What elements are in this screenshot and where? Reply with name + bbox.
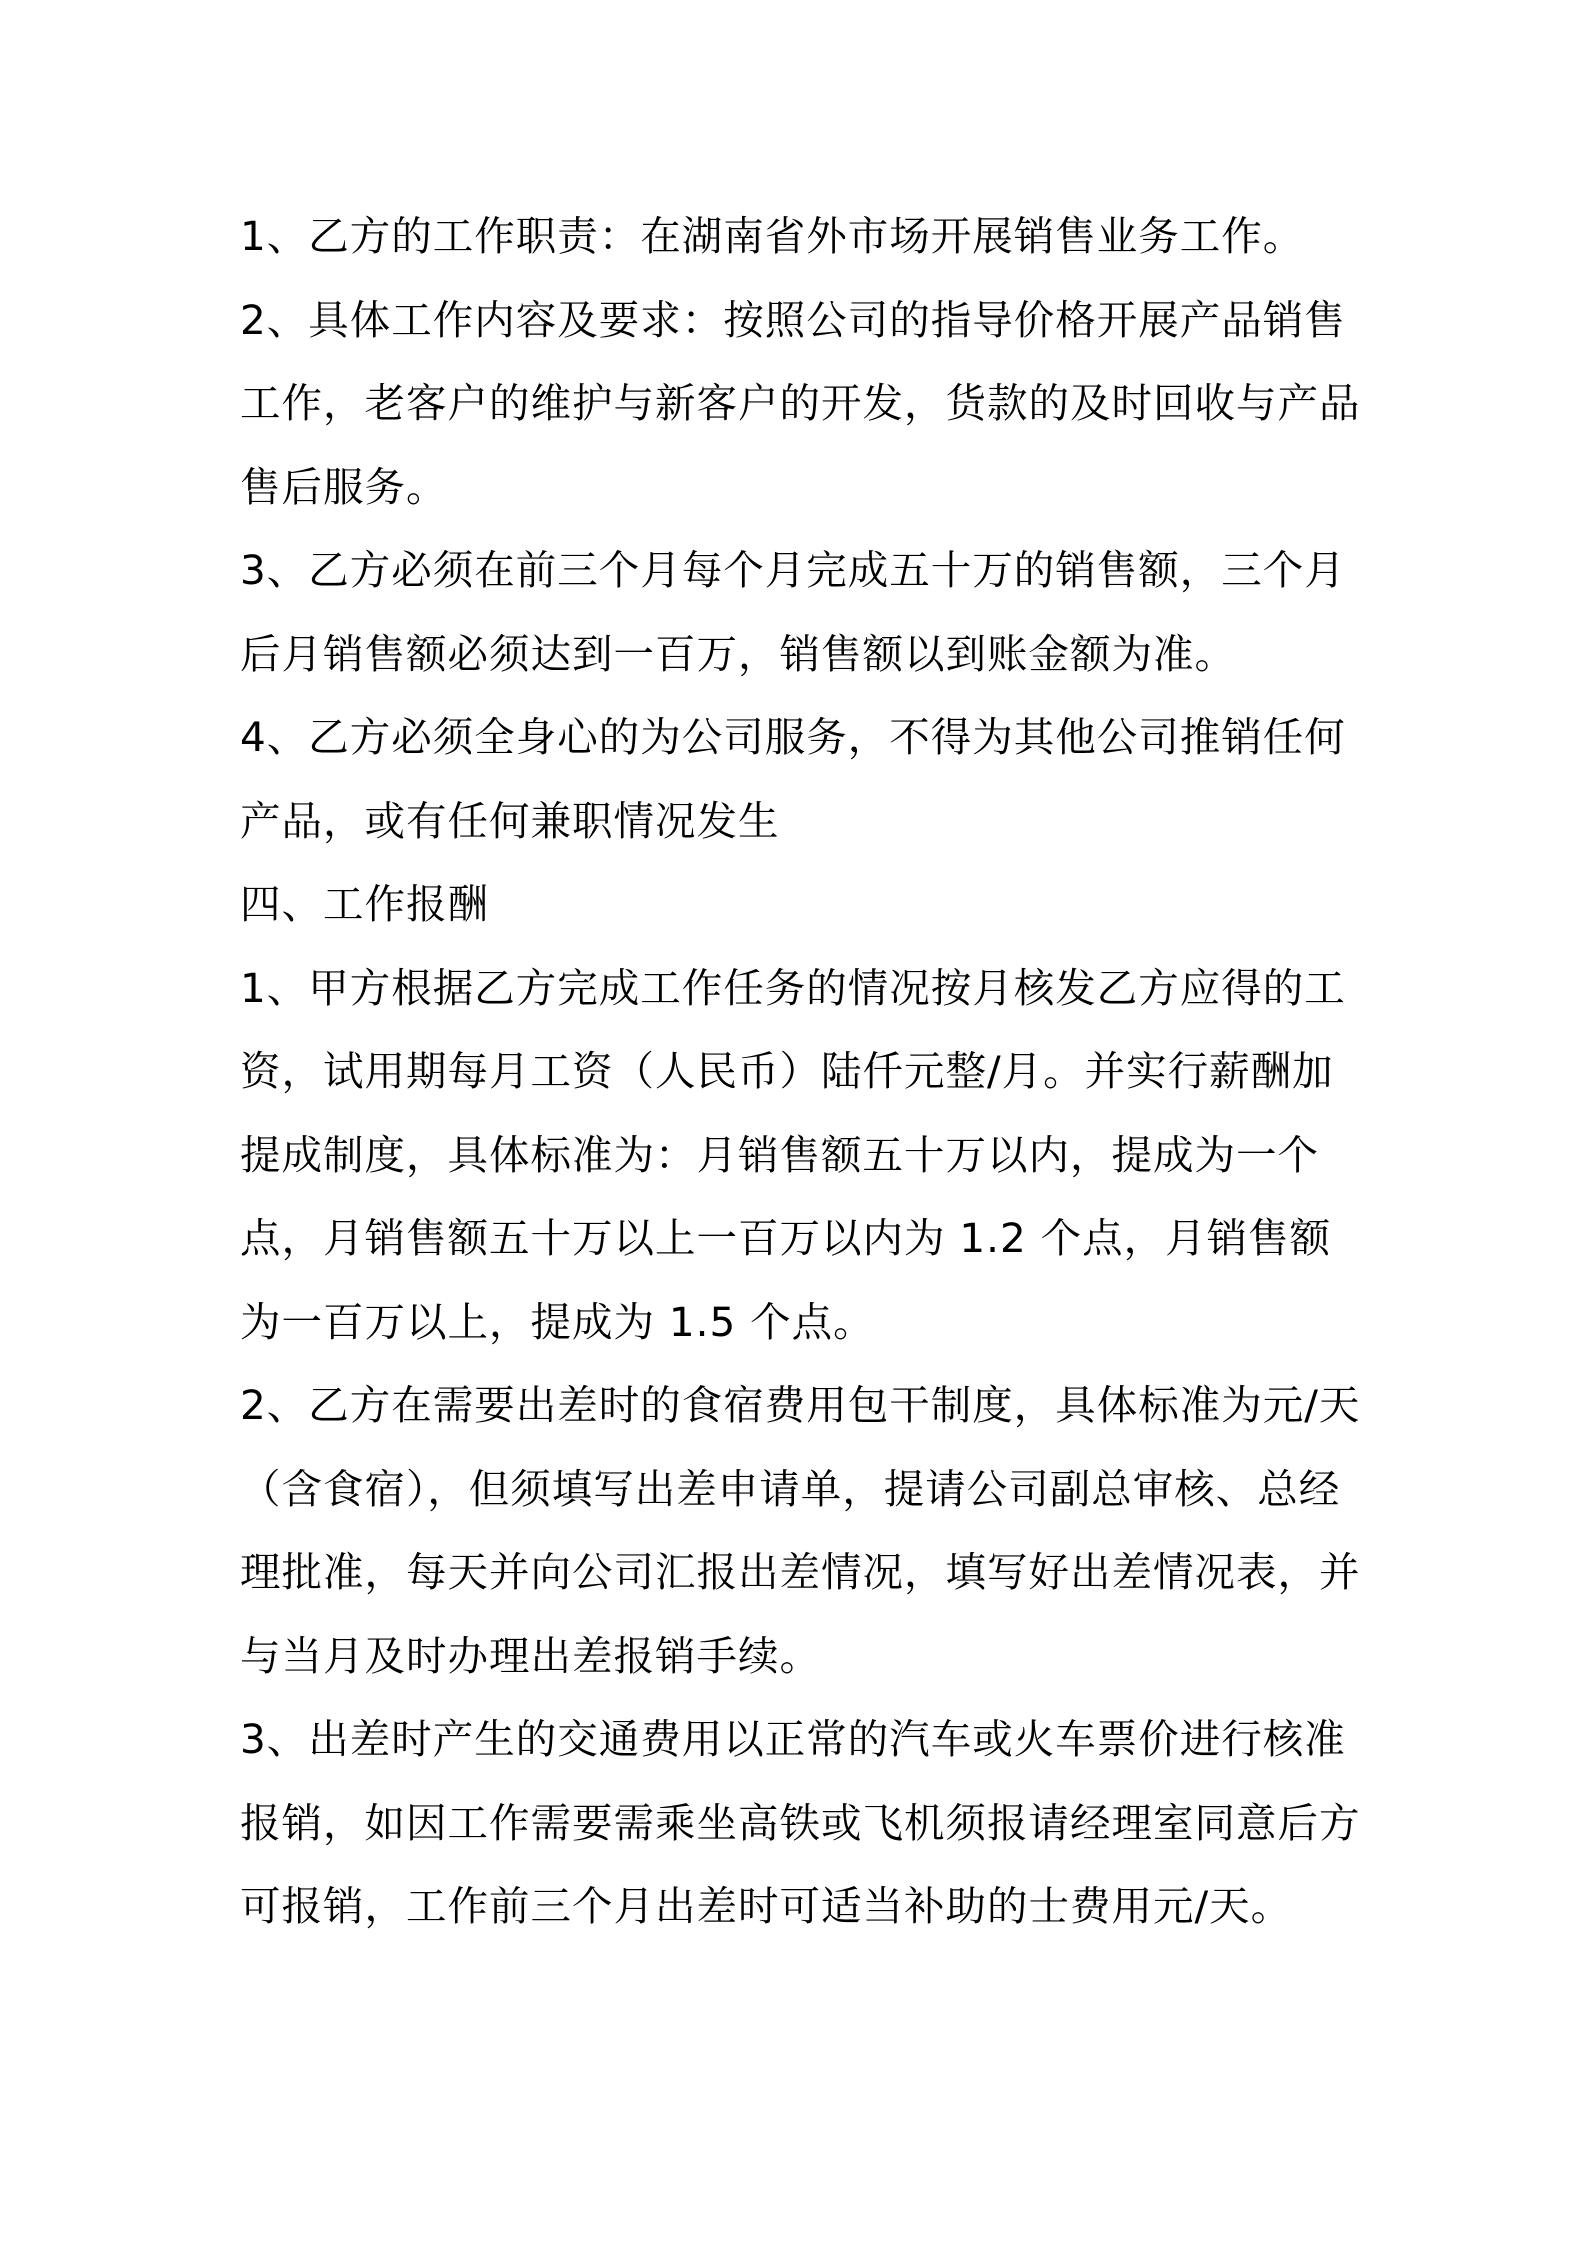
- clause-salary: 1、甲方根据乙方完成工作任务的情况按月核发乙方应得的工资，试用期每月工资（人民币）陆仟元整/月。并实行薪酬加提成制度，具体标准为：月销售额五十万以内，提成为一个点，月销售额五十万以上一百万以内为 1.2 个点，月销售额为一百万以上，提成为 1.5 个点。: [240, 963, 1346, 1346]
- clause-work-content: 2、具体工作内容及要求：按照公司的指导价格开展产品销售工作，老客户的维护与新客户的开发，货款的及时回收与产品售后服务。: [240, 295, 1361, 511]
- clause-travel-allowance: 2、乙方在需要出差时的食宿费用包干制度，具体标准为元/天（含食宿），但须填写出差申请单，提请公司副总审核、总经理批准，每天并向公司汇报出差情况，填写好出差情况表，并与当月及时办理出差报销手续。: [240, 1381, 1361, 1680]
- clause-transport-reimbursement: 3、出差时产生的交通费用以正常的汽车或火车票价进行核准报销，如因工作需要需乘坐高铁或飞机须报请经理室同意后方可报销，工作前三个月出差时可适当补助的士费用元/天。: [240, 1715, 1361, 1930]
- clause-exclusivity: 4、乙方必须全身心的为公司服务，不得为其他公司推销任何产品，或有任何兼职情况发生: [240, 713, 1346, 845]
- clause-duties: 1、乙方的工作职责：在湖南省外市场开展销售业务工作。: [240, 212, 1305, 260]
- section-heading-compensation: 四、工作报酬: [240, 880, 489, 928]
- document-body: [240, 195, 1370, 1949]
- clause-sales-target: 3、乙方必须在前三个月每个月完成五十万的销售额，三个月后月销售额必须达到一百万，销售额以到账金额为准。: [240, 546, 1346, 678]
